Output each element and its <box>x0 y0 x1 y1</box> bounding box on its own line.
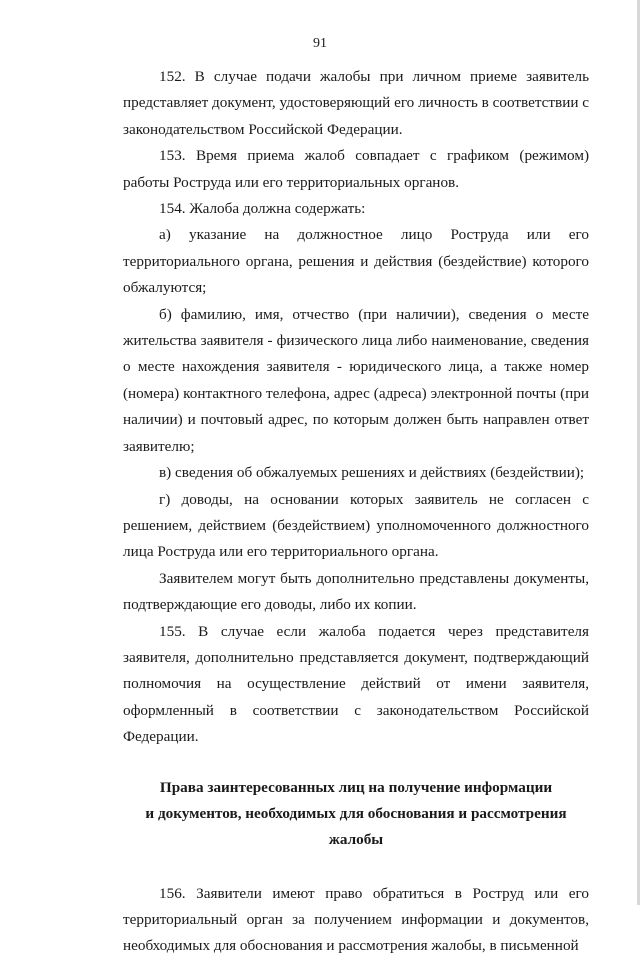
section-heading-line-1: Права заинтересованных лиц на получение информации <box>159 778 553 796</box>
section-heading-line-2: и документов, необходимых для обоснования и рассмотрения жалобы <box>145 804 567 848</box>
paragraph-155: 155. В случае если жалоба подается через представителя заявителя, дополнительно представляется документ, подтверждающий полномочия на осуществление действий от имени заявителя, оформленный в соответствии с законодательством Российской Федерации. <box>123 622 589 746</box>
paragraph-154-b: б) фамилию, имя, отчество (при наличии), сведения о месте жительства заявителя - физического лица либо наименование, сведения о месте нахождения заявителя - юридического лица, а также номер (номера) контактного телефона, адрес (адреса) электронной почты (при наличии) и почтовый адрес, по которым должен быть направлен ответ заявителю; <box>123 305 589 455</box>
paragraph-154: 154. Жалоба должна содержать: <box>159 200 366 218</box>
paragraph-154-g: г) доводы, на основании которых заявитель не согласен с решением, действием (бездействием) уполномоченного должностного лица Роструда или его территориального органа. <box>123 490 589 561</box>
paragraph-156: 156. Заявители имеют право обратиться в Роструд или его территориальный орган за получением информации и документов, необходимых для обоснования и рассмотрения жалобы, в письменной <box>123 884 589 955</box>
spacer <box>123 751 589 775</box>
paragraph-154-v: в) сведения об обжалуемых решениях и действиях (бездействии); <box>159 464 585 482</box>
spacer <box>123 853 589 881</box>
paragraph-154-a: а) указание на должностное лицо Роструда или его территориального органа, решения и действия (бездействие) которого обжалуются; <box>123 226 589 297</box>
paragraph-additional-documents: Заявителем могут быть дополнительно представлены документы, подтверждающие его доводы, либо их копии. <box>123 569 589 614</box>
page-number: 91 <box>313 36 327 51</box>
paragraph-153: 153. Время приема жалоб совпадает с графиком (режимом) работы Роструда или его территориальных органов. <box>123 147 589 191</box>
document-body <box>123 64 589 960</box>
paragraph-152: 152. В случае подачи жалобы при личном приеме заявитель представляет документ, удостоверяющий его личность в соответствии с законодательством Российской Федерации. <box>123 68 589 138</box>
